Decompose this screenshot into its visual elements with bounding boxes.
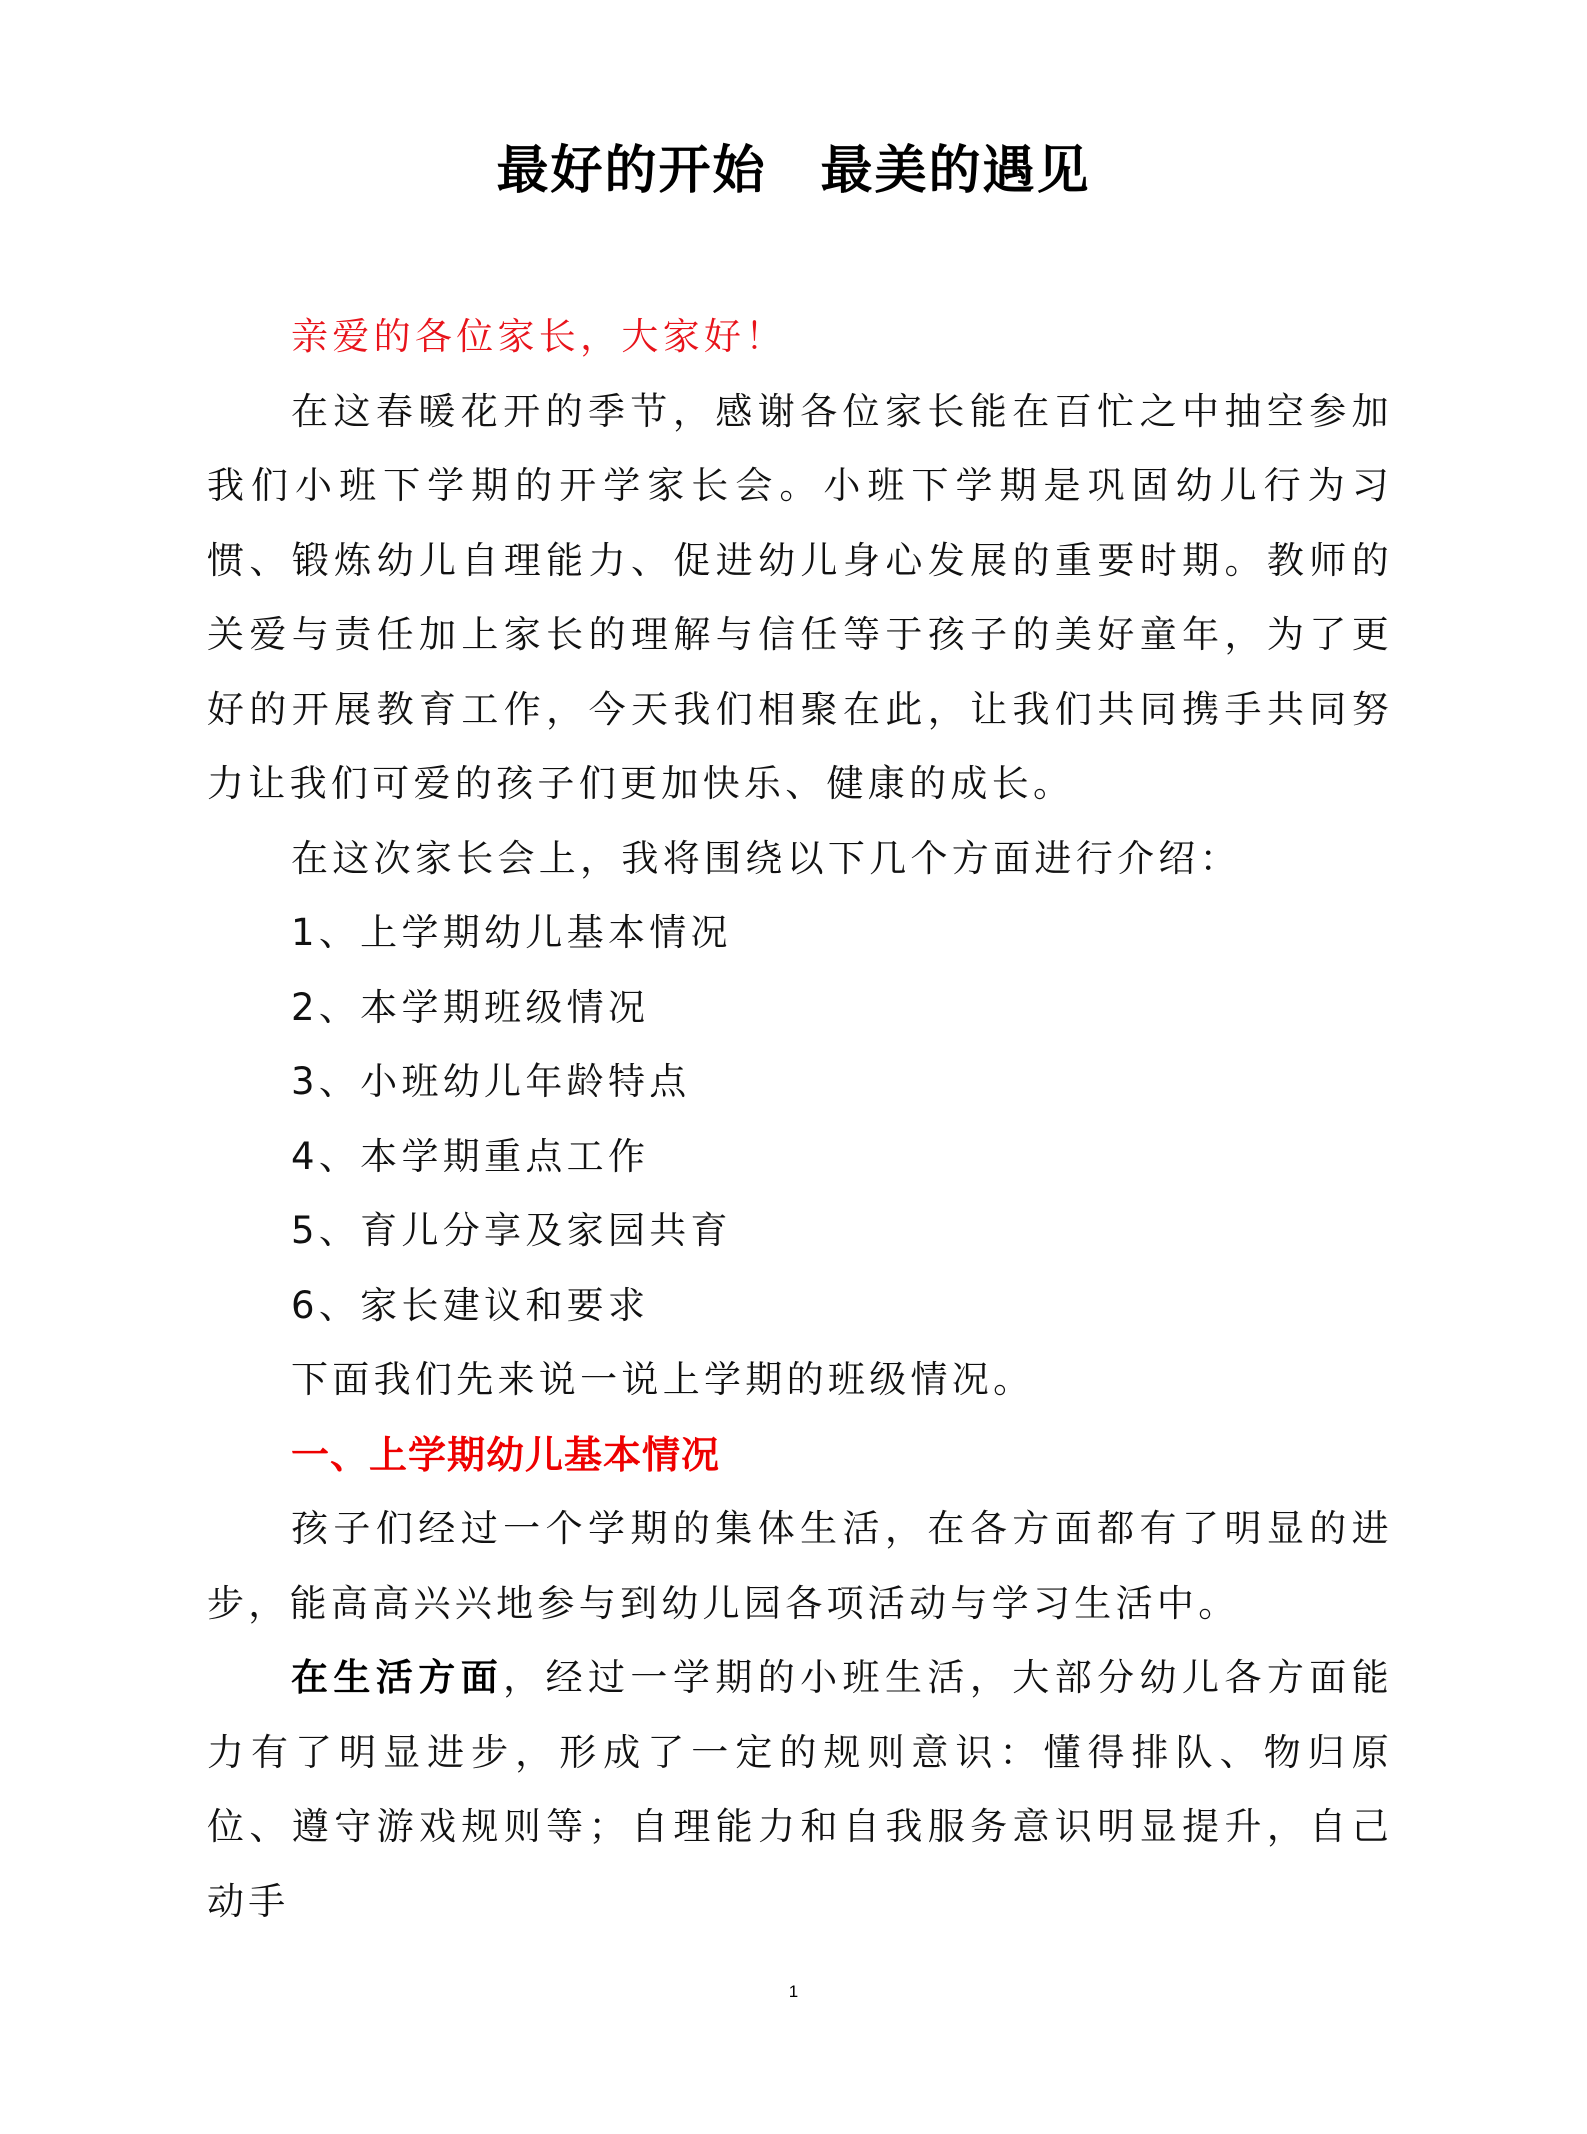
transition-sentence: 下面我们先来说一说上学期的班级情况。 xyxy=(291,1358,1035,1401)
life-aspect-text: ，经过一学期的小班生活，大部分幼儿各方面能力有了明显进步，形成了一定的规则意识：懂得排队、物归原位、遵守游戏规则等；自理能力和自我服务意识明显提升，自己动手 xyxy=(207,1656,1393,1923)
agenda-list xyxy=(207,896,1393,1343)
greeting: 亲爱的各位家长，大家好！ xyxy=(291,315,787,358)
agenda-item-5: 5、育儿分享及家园共育 xyxy=(291,1209,732,1252)
agenda-item-3: 3、小班幼儿年龄特点 xyxy=(291,1060,691,1103)
agenda-item-6: 6、家长建议和要求 xyxy=(291,1283,650,1327)
section-1-paragraph-2 xyxy=(207,1641,1393,1939)
life-aspect-lead: 在生活方面 xyxy=(291,1656,504,1699)
agenda-item-1: 1、上学期幼儿基本情况 xyxy=(291,911,732,954)
intro-paragraph: 在这春暖花开的季节，感谢各位家长能在百忙之中抽空参加我们小班下学期的开学家长会。小班下学期是巩固幼儿行为习惯、锻炼幼儿自理能力、促进幼儿身心发展的重要时期。教师的关爱与责任加上家长的理解与信任等于孩子的美好童年，为了更好的开展教育工作，今天我们相聚在此，让我们共同携手共同努力让我们可爱的孩子们更加快乐、健康的成长。 xyxy=(207,389,1393,805)
agenda-intro: 在这次家长会上，我将围绕以下几个方面进行介绍： xyxy=(291,836,1241,880)
agenda-item-2: 2、本学期班级情况 xyxy=(291,985,650,1029)
section-1-paragraph-1: 孩子们经过一个学期的集体生活，在各方面都有了明显的进步，能高高兴兴地参与到幼儿园各项活动与学习生活中。 xyxy=(207,1507,1393,1625)
section-1-heading: 一、上学期幼儿基本情况 xyxy=(291,1432,721,1477)
agenda-item-4: 4、本学期重点工作 xyxy=(291,1134,650,1178)
document-title: 最好的开始 最美的遇见 xyxy=(496,140,1091,201)
page-number: 1 xyxy=(788,1982,799,2001)
document-body xyxy=(207,300,1393,1939)
